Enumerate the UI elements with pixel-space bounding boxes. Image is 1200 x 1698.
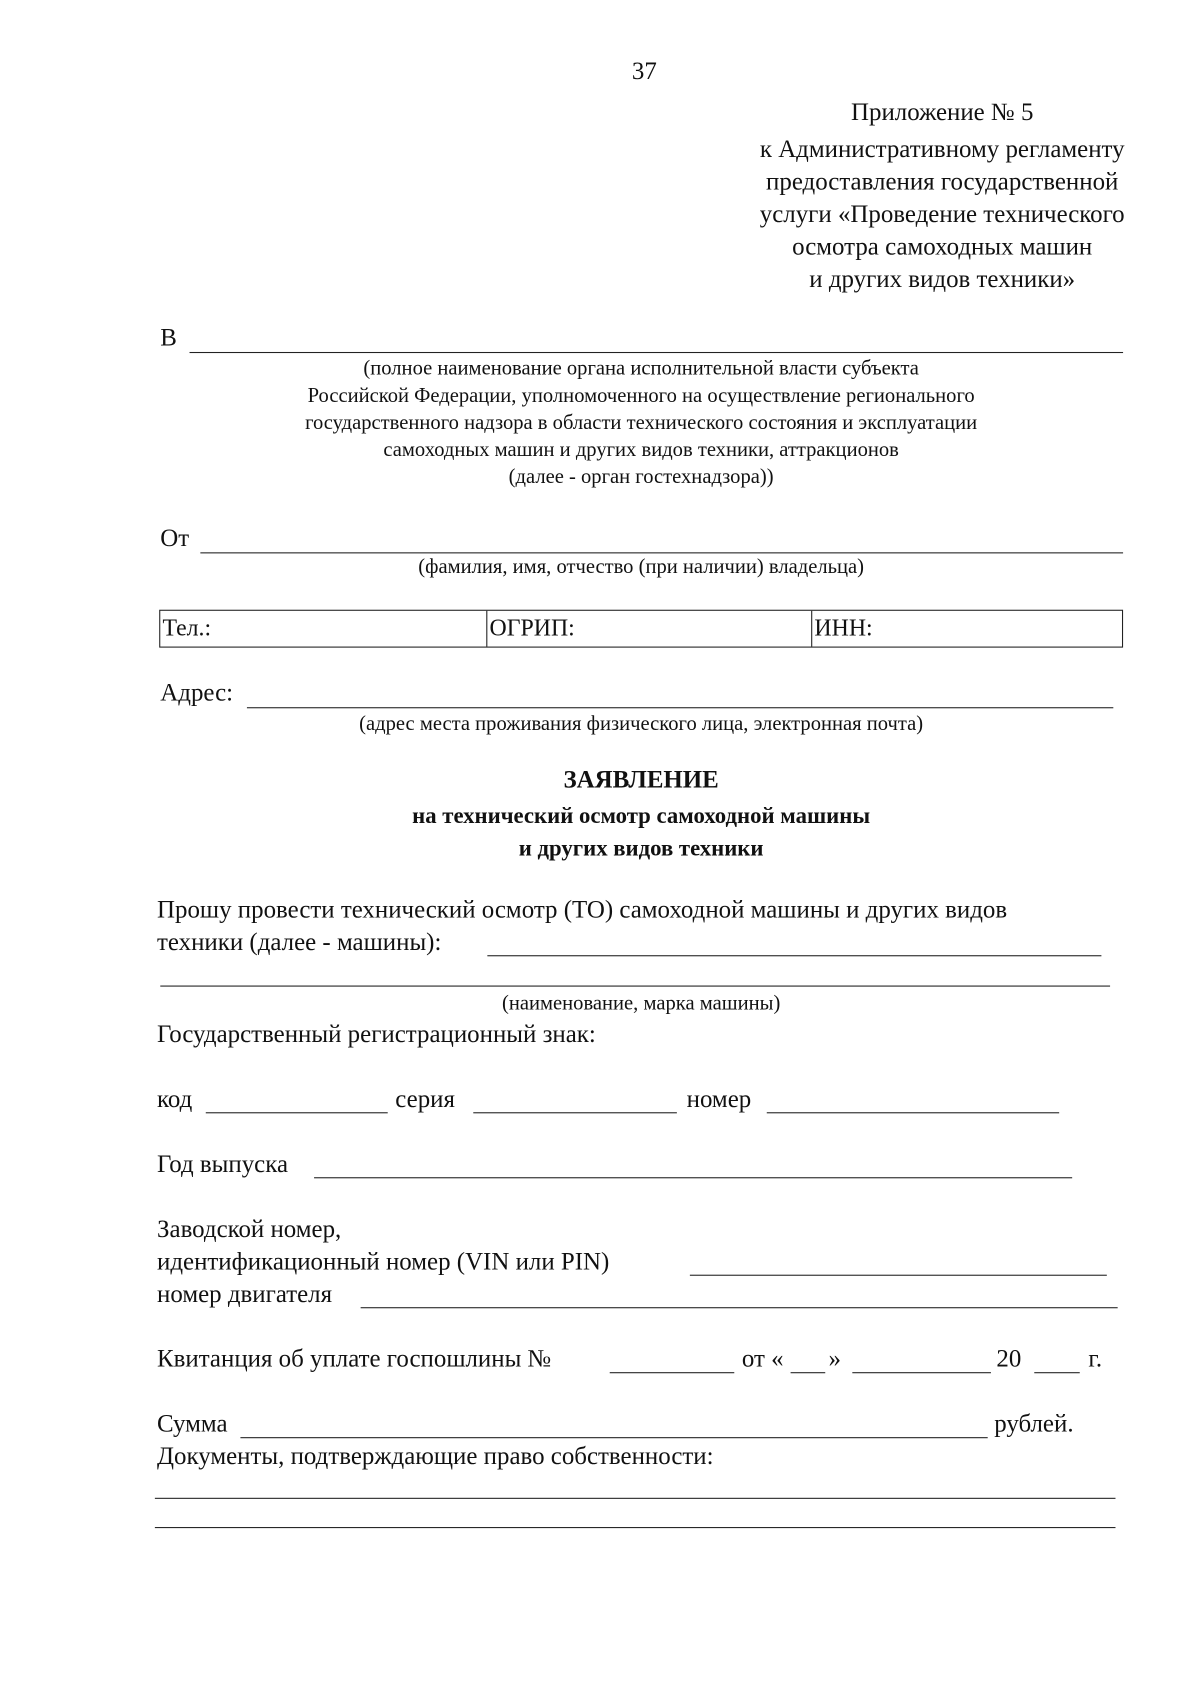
receipt-year-line[interactable] <box>1034 1372 1079 1373</box>
document-subtitle: на технический осмотр самоходной машины <box>412 802 871 829</box>
receipt-year-suffix: г. <box>1088 1345 1103 1373</box>
number-label: номер <box>686 1085 752 1113</box>
to-hint: Российской Федерации, уполномоченного на осуществление регионального <box>307 384 975 408</box>
appendix-line: услуги «Проведение технического <box>759 200 1125 228</box>
receipt-day-line[interactable] <box>791 1372 826 1373</box>
document-subtitle: и других видов техники <box>518 834 764 861</box>
phone-cell[interactable]: Тел.: <box>160 611 487 647</box>
receipt-number-line[interactable] <box>610 1372 735 1373</box>
sum-label: Сумма <box>157 1410 228 1438</box>
series-label: серия <box>395 1085 455 1113</box>
rubles-label: рублей. <box>994 1410 1074 1438</box>
from-label: От <box>160 524 190 552</box>
appendix-line: к Административному регламенту <box>759 135 1125 163</box>
series-field-line[interactable] <box>473 1112 677 1113</box>
address-hint: (адрес места проживания физического лица, электронная почта) <box>359 712 924 736</box>
engine-label: номер двигателя <box>157 1280 333 1308</box>
appendix-line: Приложение № 5 <box>851 98 1034 126</box>
vin-field-line[interactable] <box>690 1275 1107 1276</box>
to-label: В <box>160 323 177 351</box>
document-title: ЗАЯВЛЕНИЕ <box>563 765 719 793</box>
receipt-year-prefix: 20 <box>996 1345 1022 1373</box>
factory-number-label: Заводской номер, <box>157 1215 342 1243</box>
machine-hint: (наименование, марка машины) <box>501 992 781 1015</box>
request-text: техники (далее - машины): <box>157 928 442 956</box>
appendix-line: осмотра самоходных машин <box>792 232 1093 260</box>
machine-field-line[interactable] <box>487 955 1101 956</box>
receipt-from-label: от « <box>741 1345 784 1373</box>
inn-cell[interactable]: ИНН: <box>814 614 873 642</box>
reg-sign-label: Государственный регистрационный знак: <box>157 1020 596 1048</box>
contacts-table <box>159 610 1123 648</box>
ownership-docs-label: Документы, подтверждающие право собственности: <box>157 1442 714 1470</box>
from-hint: (фамилия, имя, отчество (при наличии) владельца) <box>418 555 864 579</box>
year-field-line[interactable] <box>314 1177 1072 1178</box>
request-text: Прошу провести технический осмотр (ТО) самоходной машины и других видов <box>157 895 1008 923</box>
to-hint: государственного надзора в области технического состояния и эксплуатации <box>305 411 978 435</box>
page-number: 37 <box>631 57 657 85</box>
vin-label: идентификационный номер (VIN или PIN) <box>157 1247 610 1275</box>
to-hint: (далее - орган гостехнадзора)) <box>508 465 774 489</box>
code-field-line[interactable] <box>206 1112 388 1113</box>
address-label: Адрес: <box>160 679 234 707</box>
receipt-label: Квитанция об уплате госпошлины № <box>157 1345 552 1373</box>
year-label: Год выпуска <box>157 1150 289 1178</box>
appendix-line: и других видов техники» <box>809 265 1076 293</box>
to-hint: (полное наименование органа исполнительной власти субъекта <box>363 357 919 381</box>
engine-field-line[interactable] <box>361 1307 1118 1308</box>
ownership-docs-line[interactable] <box>155 1498 1116 1499</box>
address-field-line[interactable] <box>247 707 1113 708</box>
ogrip-cell[interactable]: ОГРИП: <box>487 611 812 647</box>
to-hint: самоходных машин и других видов техники, аттракционов <box>383 438 899 462</box>
receipt-month-line[interactable] <box>852 1372 991 1373</box>
machine-field-line-2[interactable] <box>160 986 1110 987</box>
ownership-docs-line-2[interactable] <box>155 1527 1116 1528</box>
code-label: код <box>157 1085 193 1113</box>
number-field-line[interactable] <box>767 1112 1059 1113</box>
receipt-quote: » <box>828 1345 841 1373</box>
sum-field-line[interactable] <box>240 1437 987 1438</box>
to-field-line[interactable] <box>190 352 1124 353</box>
appendix-line: предоставления государственной <box>766 167 1119 195</box>
